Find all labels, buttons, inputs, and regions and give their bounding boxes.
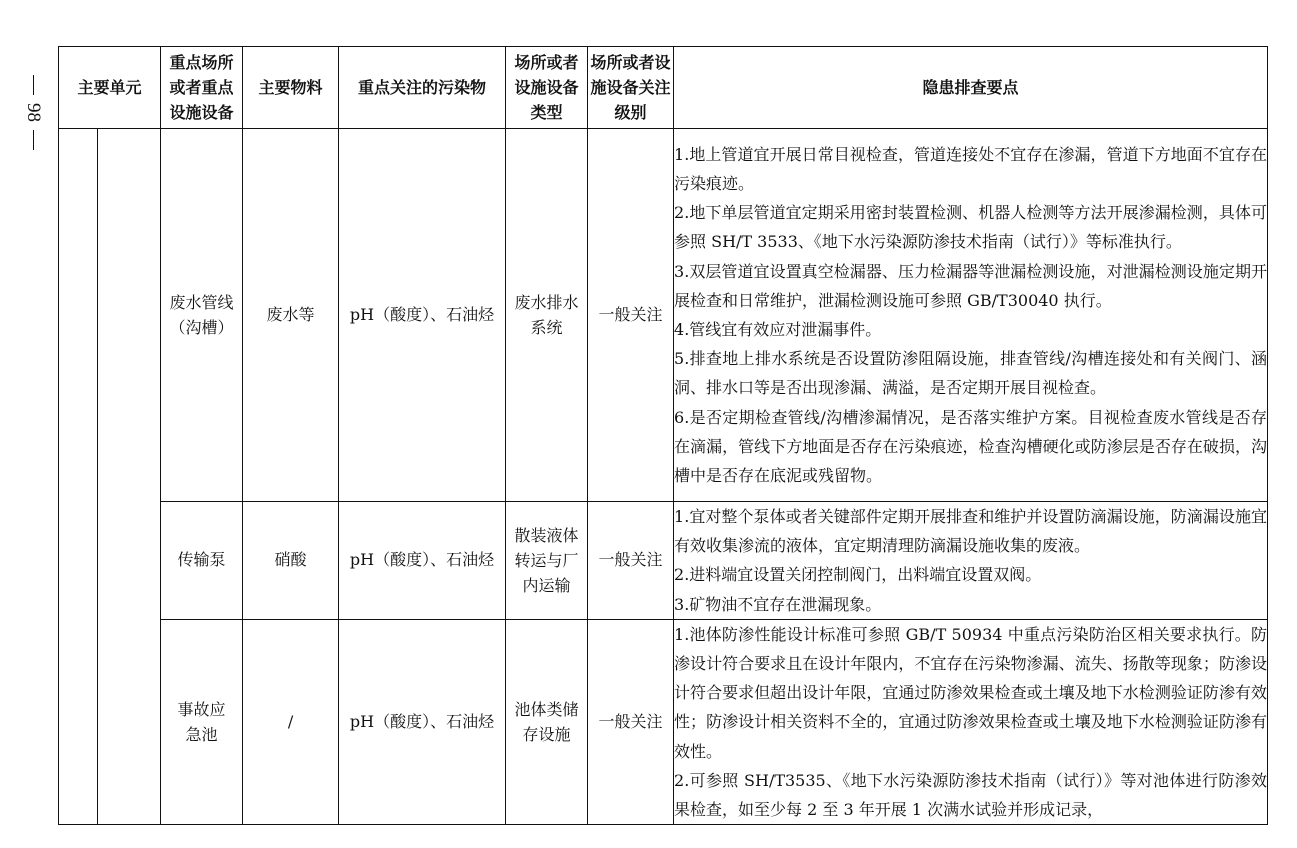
check-point: 6.是否定期检查管线/沟槽渗漏情况，是否落实维护方案。目视检查废水管线是否存在滴漏，管线下方地面是否存在污染痕迹，检查沟槽硬化或防渗层是否存在破损，沟槽中是否存在底泥或残留物。 [674, 407, 1268, 486]
material-cell: 废水等 [243, 129, 339, 502]
header-attention-level-text: 场所或者设施设备关注级别 [590, 53, 671, 122]
check-point: 4.管线宜有效应对泄漏事件。 [674, 320, 882, 339]
type-text: 池体类储存设施 [514, 700, 579, 745]
check-point: 5.排查地上排水系统是否设置防渗阻隔设施，排查管线/沟槽连接处和有关阀门、涵洞、排水口等是否出现渗漏、满溢，是否定期开展目视检查。 [674, 349, 1268, 398]
header-site-type [506, 47, 588, 129]
check-points-cell [674, 502, 1268, 620]
material-cell: 硝酸 [243, 502, 339, 620]
check-point: 1.地上管道宜开展日常目视检查，管道连接处不宜存在渗漏，管道下方地面不宜存在污染痕迹。 [674, 144, 1268, 193]
check-point: 3.矿物油不宜存在泄漏现象。 [674, 594, 882, 614]
level-cell: 一般关注 [588, 502, 674, 620]
check-point: 2.进料端宜设置关闭控制阀门，出料端宜设置双阀。 [674, 565, 1042, 585]
material-cell: / [243, 619, 339, 824]
check-point: 2.可参照 SH/T3535、《地下水污染源防渗技术指南（试行）》等对池体进行防渗效果检查，如至少每 2 至 3 年开展 1 次满水试验并形成记录， [674, 770, 1268, 820]
site-text: 事故应急池 [177, 700, 226, 745]
check-point: 1.池体防渗性能设计标准可参照 GB/T 50934 中重点污染防治区相关要求执行。防渗设计符合要求且在设计年限内，不宜存在污染物渗漏、流失、扬散等现象；防渗设计符合要求但超出设计年限，宜通过防渗效果检查或土壤及地下水检测验证防渗有效性；防渗设计相关资料不全的，宜通过防渗效果检查或土壤及地下水检测验证防渗有效性。 [674, 624, 1268, 761]
site-cell [161, 619, 243, 824]
page-number-dash-bottom [33, 130, 34, 150]
page-number [22, 75, 44, 185]
check-point: 2.地下单层管道宜定期采用密封装置检测、机器人检测等方法开展渗漏检测，具体可参照 SH/T 3533、《地下水污染源防渗技术指南（试行）》等标准执行。 [674, 203, 1268, 252]
header-key-site [161, 47, 243, 129]
table-row-transfer-pump [59, 502, 1268, 620]
header-main-unit: 主要单元 [59, 47, 161, 129]
main-unit-cell [59, 129, 98, 825]
check-points-cell [674, 619, 1268, 824]
type-cell [506, 619, 588, 824]
page-number-text: 98 [23, 103, 44, 122]
header-site-type-text: 场所或者设施设备类型 [514, 53, 579, 122]
type-text: 散装液体转运与厂内运输 [514, 525, 579, 595]
pollutant-cell: pH（酸度）、石油烃 [339, 502, 506, 620]
type-text: 废水排水系统 [514, 293, 579, 337]
type-cell [506, 129, 588, 502]
level-cell: 一般关注 [588, 619, 674, 824]
check-point: 1.宜对整个泵体或者关键部件定期开展排查和维护并设置防滴漏设施，防滴漏设施宜有效收集渗流的液体，宜定期清理防滴漏设施收集的废液。 [674, 507, 1268, 556]
check-point: 3.双层管道宜设置真空检漏器、压力检漏器等泄漏检测设施，对泄漏检测设施定期开展检查和日常维护，泄漏检测设施可参照 GB/T30040 执行。 [674, 261, 1268, 310]
header-key-pollutant: 重点关注的污染物 [339, 47, 506, 129]
check-points-cell [674, 129, 1268, 502]
table-row-emergency-pool [59, 619, 1268, 824]
header-main-material: 主要物料 [243, 47, 339, 129]
page-number-dash-top [33, 75, 34, 95]
header-key-site-text: 重点场所或者重点设施设备 [169, 53, 234, 122]
header-row [59, 47, 1268, 129]
pollutant-cell: pH（酸度）、石油烃 [339, 129, 506, 502]
header-attention-level [588, 47, 674, 129]
header-check-points: 隐患排查要点 [674, 47, 1268, 129]
sub-unit-cell [98, 129, 161, 825]
site-cell [161, 129, 243, 502]
level-cell: 一般关注 [588, 129, 674, 502]
pollutant-cell: pH（酸度）、石油烃 [339, 619, 506, 824]
check-table [58, 46, 1268, 825]
table-row-wastewater-pipeline [59, 129, 1268, 502]
site-cell: 传输泵 [161, 502, 243, 620]
site-text: 废水管线（沟槽） [169, 293, 234, 337]
type-cell [506, 502, 588, 620]
